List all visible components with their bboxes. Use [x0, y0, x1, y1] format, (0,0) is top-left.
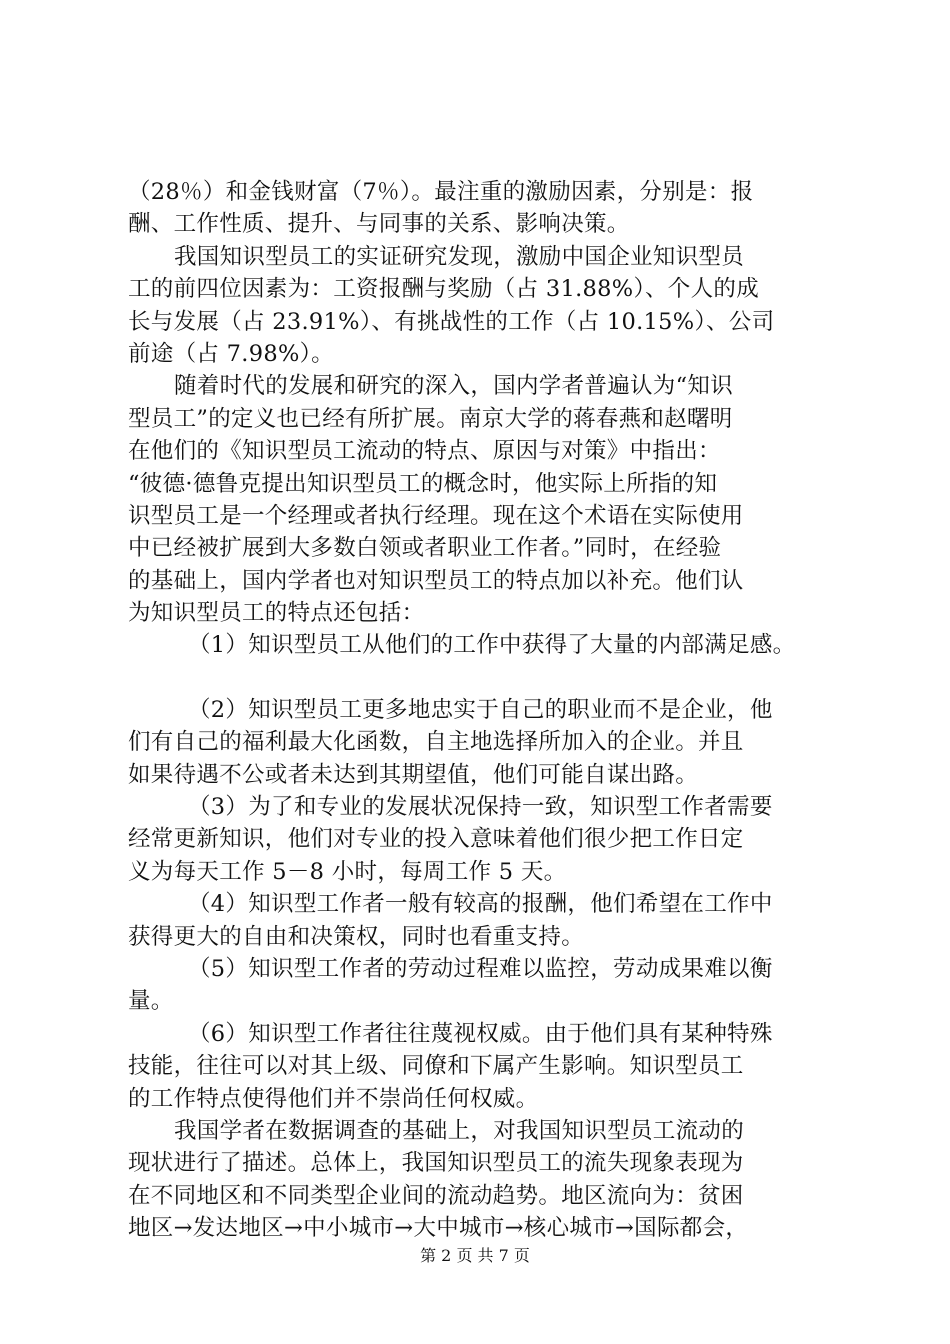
text-line: 经常更新知识，他们对专业的投入意味着他们很少把工作日定	[128, 826, 744, 853]
text-line: 型员工”的定义也已经有所扩展。南京大学的蒋春燕和赵曙明	[128, 405, 733, 432]
list-item: （1）知识型员工从他们的工作中获得了大量的内部满足感。	[188, 632, 796, 659]
text-line: （28％）和金钱财富（7％）。最注重的激励因素，分别是：报	[128, 179, 754, 205]
text-line: 获得更大的自由和决策权，同时也看重支持。	[128, 923, 585, 950]
text-line: 识型员工是一个经理或者执行经理。现在这个术语在实际使用	[128, 502, 744, 529]
blank-line	[128, 662, 848, 694]
text-line: 在他们的《知识型员工流动的特点、原因与对策》中指出：	[128, 438, 721, 465]
text-line: 工的前四位因素为：工资报酬与奖励（占 31.88%）、个人的成	[128, 276, 759, 303]
text-line: 义为每天工作 5－8 小时，每周工作 5 天。	[128, 858, 567, 885]
text-line: 的基础上，国内学者也对知识型员工的特点加以补充。他们认	[128, 567, 744, 594]
text-line: 为知识型员工的特点还包括：	[128, 600, 425, 627]
text-line: 随着时代的发展和研究的深入，国内学者普遍认为“知识	[174, 373, 734, 400]
text-line: 前途（占 7.98%）。	[128, 340, 334, 367]
text-line: 量。	[128, 988, 174, 1015]
text-line: 在不同地区和不同类型企业间的流动趋势。地区流向为：贫困	[128, 1182, 744, 1209]
text-line: 现状进行了描述。总体上，我国知识型员工的流失现象表现为	[128, 1150, 744, 1177]
body-text	[128, 176, 848, 1245]
text-line: 我国学者在数据调查的基础上，对我国知识型员工流动的	[174, 1117, 745, 1144]
text-line: 如果待遇不公或者未达到其期望值，他们可能自谋出路。	[128, 761, 699, 788]
text-line: 长与发展（占 23.91%）、有挑战性的工作（占 10.15%）、公司	[128, 308, 775, 335]
text-line: 的工作特点使得他们并不崇尚任何权威。	[128, 1085, 539, 1112]
list-item: （3）为了和专业的发展状况保持一致，知识型工作者需要	[188, 794, 773, 821]
page-footer	[0, 1246, 950, 1266]
text-line: 中已经被扩展到大多数白领或者职业工作者。”同时，在经验	[128, 535, 722, 562]
text-line: 技能，往往可以对其上级、同僚和下属产生影响。知识型员工	[128, 1053, 744, 1080]
text-line: “彼德·德鲁克提出知识型员工的概念时，他实际上所指的知	[128, 470, 718, 497]
text-line: 我国知识型员工的实证研究发现，激励中国企业知识型员	[174, 243, 745, 270]
list-item: （4）知识型工作者一般有较高的报酬，他们希望在工作中	[188, 891, 773, 918]
list-item: （2）知识型员工更多地忠实于自己的职业而不是企业，他	[188, 696, 773, 723]
text-line: 酬、工作性质、提升、与同事的关系、影响决策。	[128, 211, 630, 238]
list-item: （5）知识型工作者的劳动过程难以监控，劳动成果难以衡	[188, 955, 773, 982]
page-number: 第 2 页 共 7 页	[420, 1246, 530, 1265]
text-line: 地区→发达地区→中小城市→大中城市→核心城市→国际都会，	[128, 1215, 749, 1242]
text-line: 们有自己的福利最大化函数，自主地选择所加入的企业。并且	[128, 729, 744, 756]
list-item: （6）知识型工作者往往蔑视权威。由于他们具有某种特殊	[188, 1020, 773, 1047]
